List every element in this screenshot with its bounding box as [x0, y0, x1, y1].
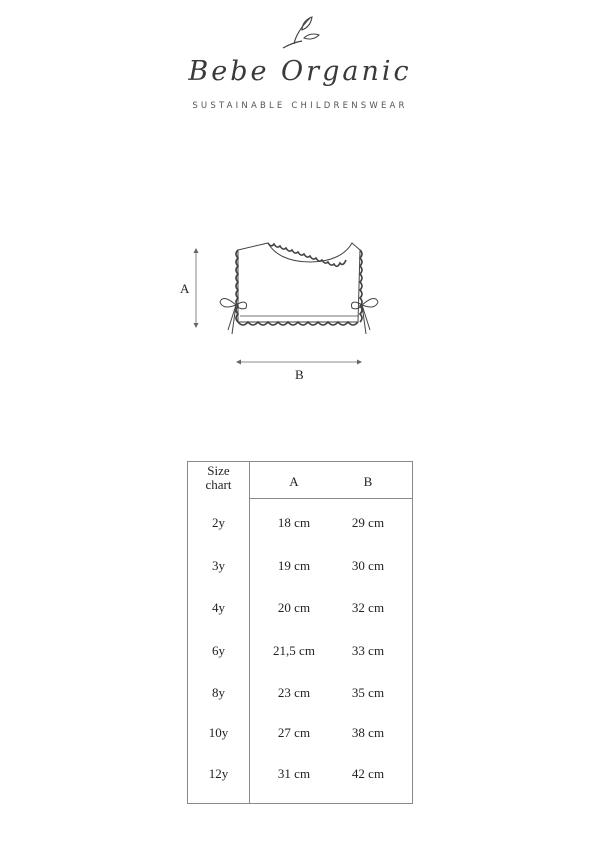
- row-value-b: 30 cm: [351, 558, 385, 573]
- brand-name: Bebe Organic: [188, 56, 412, 87]
- row-value-a: 19 cm: [277, 558, 311, 573]
- size-chart-header-line1: Size: [207, 463, 230, 478]
- row-value-a: 18 cm: [277, 515, 311, 530]
- row-value-a: 27 cm: [277, 725, 311, 740]
- row-size: 8y: [212, 685, 225, 700]
- size-chart-header: [188, 464, 249, 492]
- row-value-b: 38 cm: [351, 725, 385, 740]
- dimension-a-arrow: [194, 248, 199, 328]
- row-value-b: 32 cm: [351, 600, 385, 615]
- row-size: 6y: [212, 643, 225, 658]
- row-value-b: 33 cm: [351, 643, 385, 658]
- row-size: 12y: [208, 766, 229, 781]
- column-header-a: A: [289, 474, 299, 489]
- size-chart-header-line2: chart: [205, 477, 232, 492]
- size-chart-table: [187, 461, 413, 804]
- table-divider-vertical: [249, 462, 250, 803]
- row-value-a: 31 cm: [277, 766, 311, 781]
- row-value-a: 23 cm: [277, 685, 311, 700]
- leaf-sprig-icon: [280, 14, 324, 52]
- dimension-a-label: A: [180, 281, 190, 296]
- dimension-b-arrow: [236, 360, 362, 365]
- row-value-a: 20 cm: [277, 600, 311, 615]
- dimension-b-label: B: [295, 367, 304, 382]
- row-size: 4y: [212, 600, 225, 615]
- row-value-b: 35 cm: [351, 685, 385, 700]
- garment-outline: [238, 243, 360, 322]
- table-divider-horizontal: [249, 498, 412, 499]
- row-value-a: 21,5 cm: [273, 643, 315, 658]
- brand-tagline: SUSTAINABLE CHILDRENSWEAR: [192, 101, 408, 111]
- row-size: 3y: [212, 558, 225, 573]
- row-value-b: 42 cm: [351, 766, 385, 781]
- row-size: 2y: [212, 515, 225, 530]
- garment-right-edge: [360, 250, 362, 322]
- row-size: 10y: [208, 725, 229, 740]
- column-header-b: B: [363, 474, 373, 489]
- row-value-b: 29 cm: [351, 515, 385, 530]
